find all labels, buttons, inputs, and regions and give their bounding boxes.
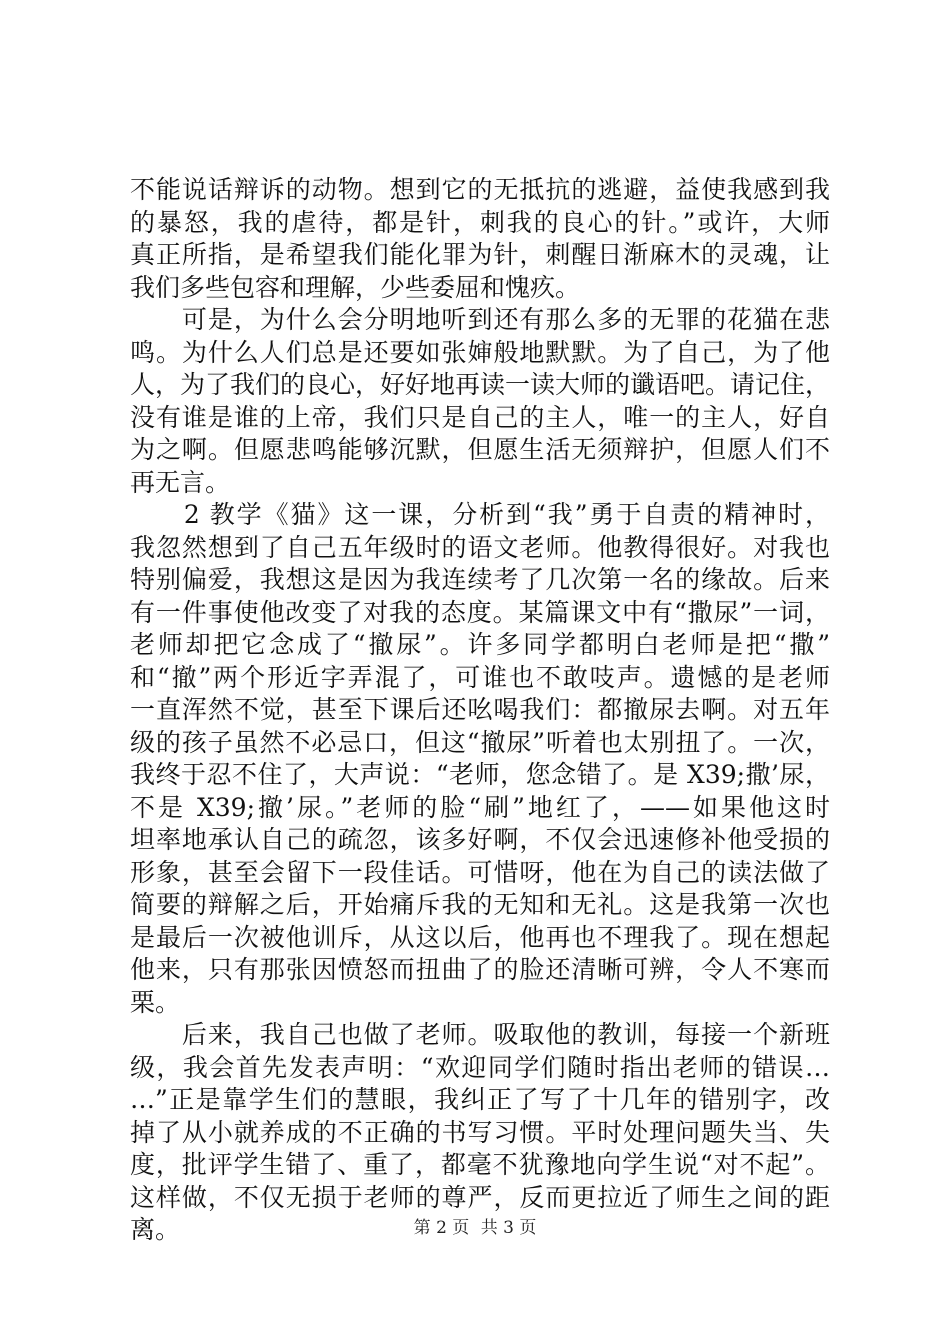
text-line: 掉了从小就养成的不正确的书写习惯。平时处理问题失当、失 [130,1117,830,1147]
text-line: 一直浑然不觉，甚至下课后还吆喝我们：都撤尿去啊。对五年 [130,695,830,724]
page-number: 第 2 页 [413,1218,470,1238]
page-footer [0,1218,950,1238]
text-line: 为之啊。但愿悲鸣能够沉默，但愿生活无须辩护，但愿人们不 [130,435,830,464]
text-line: 不是 X39;撤’尿。”老师的脸“刷”地红了，——如果他这时 [130,792,830,822]
text-line: 是最后一次被他训斥，从这以后，他再也不理我了。现在想起 [130,922,830,952]
text-line: 没有谁是谁的上帝，我们只是自己的主人，唯一的主人，好自 [130,402,830,432]
text-line: 栗。 [130,987,181,1017]
text-line: 我们多些包容和理解，少些委屈和愧疚。 [130,272,581,302]
text-line: 这样做，不仅无损于老师的尊严，反而更拉近了师生之间的距 [130,1182,830,1212]
text-line: 坦率地承认自己的疏忽，该多好啊，不仅会迅速修补他受损的 [130,825,830,854]
text-line: 真正所指，是希望我们能化罪为针，刺醒日渐麻木的灵魂，让 [130,240,830,269]
text-line: 人，为了我们的良心，好好地再读一读大师的谶语吧。请记住， [130,370,831,399]
text-line: 后来，我自己也做了老师。吸取他的教训，每接一个新班 [130,1020,830,1049]
text-line: 2 教学《猫》这一课，分析到“我”勇于自责的精神时， [130,500,830,529]
text-line: 特别偏爱，我想这是因为我连续考了几次第一名的缘故。后来 [130,565,830,594]
text-line: 再无言。 [130,467,231,497]
text-line: 可是，为什么会分明地听到还有那么多的无罪的花猫在悲 [130,305,830,334]
text-line: 简要的辩解之后，开始痛斥我的无知和无礼。这是我第一次也 [130,890,830,919]
text-line: 级，我会首先发表声明：“欢迎同学们随时指出老师的错误… [130,1052,830,1082]
text-line: 我终于忍不住了，大声说：“老师，您念错了。是 X39;撒’尿， [130,760,830,789]
text-line: 形象，甚至会留下一段佳话。可惜呀，他在为自己的读法做了 [130,857,830,887]
text-line: 有一件事使他改变了对我的态度。某篇课文中有“撒尿”一词， [130,597,830,627]
text-line: 他来，只有那张因愤怒而扭曲了的脸还清晰可辨，令人不寒而 [130,955,830,984]
page-total: 共 3 页 [480,1218,537,1238]
text-line: 级的孩子虽然不必忌口，但这“撤尿”听着也太别扭了。一次， [130,727,830,757]
text-line: 度，批评学生错了、重了，都毫不犹豫地向学生说“对不起”。 [130,1150,830,1179]
text-line: 的暴怒，我的虐待，都是针，刺我的良心的针。”或许，大师 [130,207,830,237]
text-line: 和“撤”两个形近字弄混了，可谁也不敢吱声。遗憾的是老师 [130,662,830,692]
text-line: 鸣。为什么人们总是还要如张婶般地默默。为了自己，为了他 [130,337,830,367]
text-line: 不能说话辩诉的动物。想到它的无抵抗的逃避，益使我感到我 [130,175,830,204]
text-line: 离。 [130,1215,181,1244]
text-line: 老师却把它念成了“撤尿”。许多同学都明白老师是把“撒” [130,630,830,659]
text-line: …”正是靠学生们的慧眼，我纠正了写了十几年的错别字，改 [130,1085,830,1114]
text-line: 我忽然想到了自己五年级时的语文老师。他教得很好。对我也 [130,532,830,562]
document-body [130,174,830,1247]
